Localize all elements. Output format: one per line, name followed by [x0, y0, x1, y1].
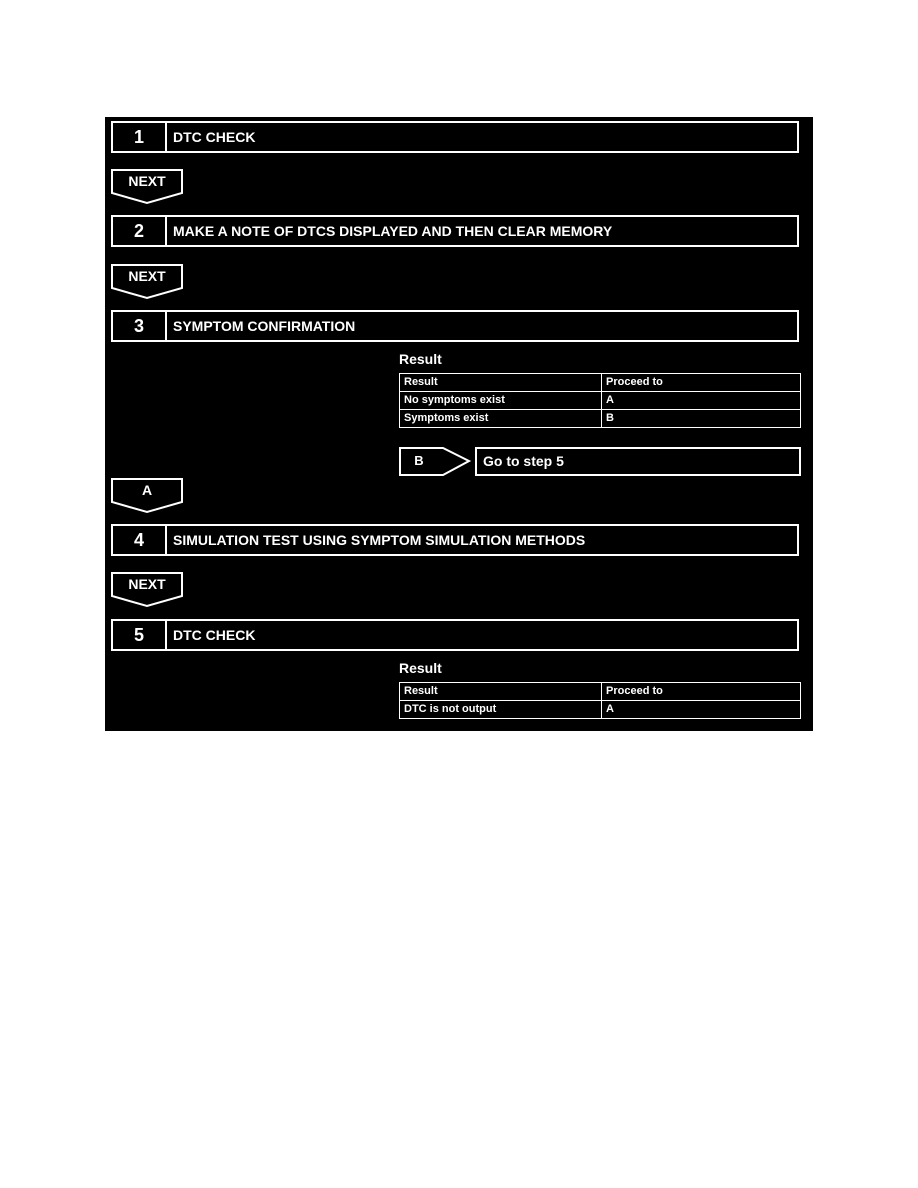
table-cell: B	[602, 410, 801, 428]
step-number: 2	[113, 217, 167, 245]
table-header-cell: Proceed to	[602, 374, 801, 392]
step-title: DTC CHECK	[173, 129, 256, 145]
step-number: 3	[113, 312, 167, 340]
a-arrow	[111, 478, 183, 514]
table-header-cell: Result	[400, 683, 602, 701]
next-arrow	[111, 264, 183, 300]
next-arrow	[111, 572, 183, 608]
step-title: MAKE A NOTE OF DTCS DISPLAYED AND THEN CLEAR MEMORY	[173, 223, 613, 239]
arrow-label: NEXT	[128, 576, 166, 592]
table-row	[400, 701, 801, 719]
step-1-box	[111, 121, 799, 153]
result-table	[399, 682, 801, 719]
arrow-label: NEXT	[128, 173, 166, 189]
table-header-row	[400, 374, 801, 392]
table-cell: Symptoms exist	[400, 410, 602, 428]
table-row	[400, 410, 801, 428]
result-heading: Result	[399, 351, 442, 367]
step-2-box	[111, 215, 799, 247]
step-title: SYMPTOM CONFIRMATION	[173, 318, 356, 334]
table-cell: No symptoms exist	[400, 392, 602, 410]
result-heading: Result	[399, 660, 442, 676]
arrow-label: NEXT	[128, 268, 166, 284]
step-title: SIMULATION TEST USING SYMPTOM SIMULATION METHODS	[173, 532, 586, 548]
table-row	[400, 392, 801, 410]
step-5-box	[111, 619, 799, 651]
step-number: 5	[113, 621, 167, 649]
step-3-box	[111, 310, 799, 342]
troubleshooting-flowchart	[105, 117, 813, 731]
table-cell: DTC is not output	[400, 701, 602, 719]
result-table	[399, 373, 801, 428]
table-header-cell: Result	[400, 374, 602, 392]
step-number: 4	[113, 526, 167, 554]
branch-target-box: Go to step 5	[475, 447, 801, 476]
branch-label: B	[414, 453, 424, 468]
arrow-label: A	[141, 482, 153, 498]
step-4-box	[111, 524, 799, 556]
next-arrow	[111, 169, 183, 205]
table-header-row	[400, 683, 801, 701]
step-number: 1	[113, 123, 167, 151]
table-header-cell: Proceed to	[602, 683, 801, 701]
table-cell: A	[602, 701, 801, 719]
step-title: DTC CHECK	[173, 627, 256, 643]
table-cell: A	[602, 392, 801, 410]
branch-b-arrow	[399, 447, 473, 477]
